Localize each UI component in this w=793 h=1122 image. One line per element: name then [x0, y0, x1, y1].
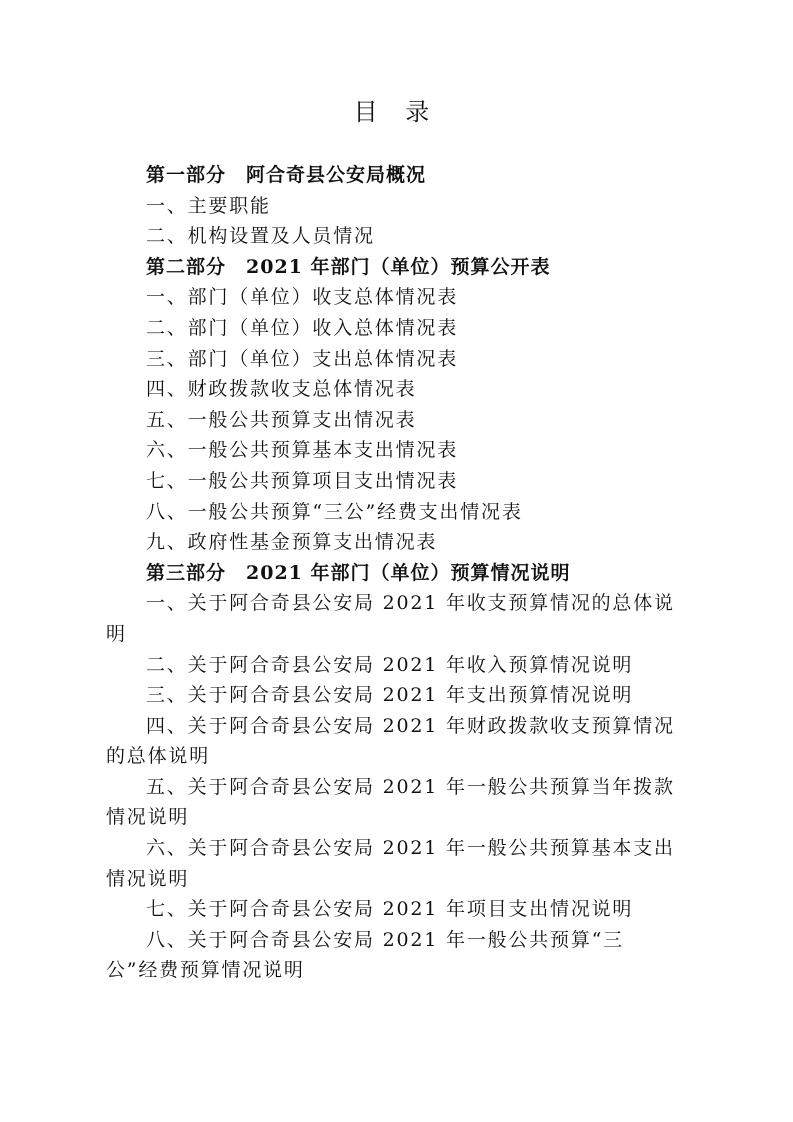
- toc-item[interactable]: 四、关于阿合奇县公安局 2021 年财政拨款收支预算情况的总体说明: [106, 714, 675, 768]
- page-title: 目 录: [353, 98, 440, 126]
- toc-item[interactable]: 三、部门（单位）支出总体情况表: [146, 347, 459, 370]
- toc-item[interactable]: 四、财政拨款收支总体情况表: [146, 378, 417, 401]
- toc-item[interactable]: 六、关于阿合奇县公安局 2021 年一般公共预算基本支出情况说明: [106, 837, 675, 890]
- toc-item[interactable]: 五、一般公共预算支出情况表: [146, 408, 417, 431]
- toc-item[interactable]: 三、关于阿合奇县公安局 2021 年支出预算情况说明: [146, 684, 634, 707]
- table-of-contents: [106, 160, 676, 986]
- toc-item[interactable]: 一、部门（单位）收支总体情况表: [146, 286, 459, 309]
- toc-item[interactable]: 八、关于阿合奇县公安局 2021 年一般公共预算“三公”经费预算情况说明: [106, 928, 624, 982]
- toc-item[interactable]: 二、部门（单位）收入总体情况表: [146, 316, 459, 339]
- toc-item[interactable]: 六、一般公共预算基本支出情况表: [146, 439, 459, 462]
- section-heading-1[interactable]: 第一部分 阿合奇县公安局概况: [146, 164, 427, 186]
- toc-item[interactable]: 七、关于阿合奇县公安局 2021 年项目支出情况说明: [146, 898, 634, 921]
- toc-item[interactable]: 二、关于阿合奇县公安局 2021 年收入预算情况说明: [146, 653, 634, 676]
- toc-item[interactable]: 一、关于阿合奇县公安局 2021 年收支预算情况的总体说明: [106, 592, 675, 645]
- toc-item[interactable]: 九、政府性基金预算支出情况表: [146, 531, 438, 554]
- toc-item[interactable]: 八、一般公共预算“三公”经费支出情况表: [146, 500, 523, 523]
- toc-item[interactable]: 一、主要职能: [146, 194, 271, 217]
- toc-item[interactable]: 二、机构设置及人员情况: [146, 225, 375, 248]
- toc-item[interactable]: 七、一般公共预算项目支出情况表: [146, 469, 459, 492]
- section-heading-2[interactable]: 第二部分 2021 年部门（单位）预算公开表: [146, 255, 551, 278]
- section-heading-3[interactable]: 第三部分 2021 年部门（单位）预算情况说明: [146, 561, 571, 584]
- toc-item[interactable]: 五、关于阿合奇县公安局 2021 年一般公共预算当年拨款情况说明: [106, 775, 675, 829]
